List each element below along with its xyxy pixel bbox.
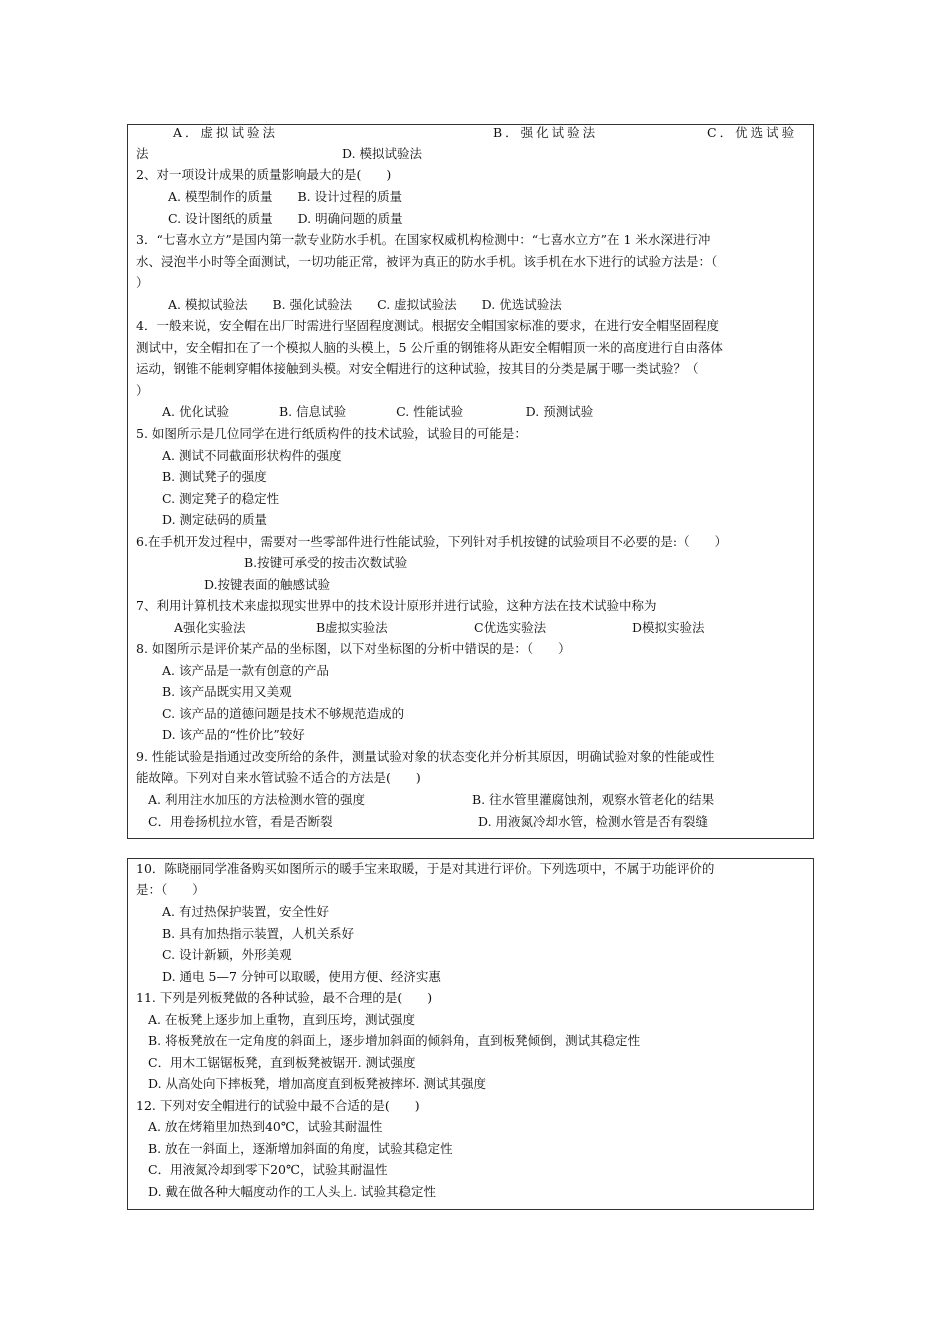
q10-option-c: C. 设计新颖，外形美观	[162, 947, 292, 962]
q4-stem-line4: ）	[136, 383, 149, 398]
q8-option-b: B. 该产品既实用又美观	[162, 684, 292, 699]
q4-stem-line2: 测试中，安全帽扣在了一个模拟人脑的头模上，5 公斤重的钢锥将从距安全帽帽顶一米的高度进行自由落体	[136, 340, 723, 355]
q3-stem-line3: ）	[136, 275, 149, 290]
q7-option-b: B虚拟实验法	[316, 620, 388, 635]
q2-stem: 2、对一项设计成果的质量影响最大的是( )	[136, 167, 392, 182]
q9-option-c: C．用卷扬机拉水管，看是否断裂	[148, 814, 333, 829]
q9-stem-line1: 9. 性能试验是指通过改变所给的条件，测量试验对象的状态变化并分析其原因，明确试验对象的性能或性	[136, 749, 715, 764]
q7-option-d: D模拟实验法	[632, 620, 705, 635]
q6-option-d: D.按键表面的触感试验	[204, 577, 331, 592]
q11-stem: 11. 下列是列板凳做的各种试验，最不合理的是( )	[136, 990, 433, 1005]
q3-stem-line2: 水、浸泡半小时等全面测试，一切功能正常，被评为真正的防水手机。该手机在水下进行的试验方法是：（	[136, 254, 718, 269]
q5-option-b: B. 测试凳子的强度	[162, 469, 267, 484]
q10-option-b: B. 具有加热指示装置，人机关系好	[162, 926, 355, 941]
q10-option-d: D. 通电 5—7 分钟可以取暖，使用方便、经济实惠	[162, 969, 441, 984]
q12-stem: 12. 下列对安全帽进行的试验中最不合适的是( )	[136, 1098, 420, 1113]
q9-option-a: A. 利用注水加压的方法检测水管的强度	[148, 792, 365, 807]
q7-option-c: C优选实验法	[474, 620, 547, 635]
q9-option-d: D. 用液氮冷却水管，检测水管是否有裂缝	[478, 814, 709, 829]
q11-option-b: B. 将板凳放在一定角度的斜面上，逐步增加斜面的倾斜角，直到板凳倾倒，测试其稳定性	[148, 1033, 641, 1048]
q1-option-b: B．强化试验法	[493, 125, 599, 140]
q11-option-d: D. 从高处向下摔板凳，增加高度直到板凳被摔坏. 测试其强度	[148, 1076, 486, 1091]
q8-option-a: A. 该产品是一款有创意的产品	[162, 663, 329, 678]
q1-option-d: D. 模拟试验法	[342, 146, 423, 161]
q8-option-d: D. 该产品的“性价比”较好	[162, 727, 305, 742]
q3-options: A. 模拟试验法 B. 强化试验法 C. 虚拟试验法 D. 优选试验法	[168, 297, 562, 312]
q1-option-c: C．优选试验	[707, 125, 798, 140]
q4-options: A. 优化试验 B. 信息试验 C. 性能试验 D. 预测试验	[162, 404, 594, 419]
q8-stem: 8. 如图所示是评价某产品的坐标图，以下对坐标图的分析中错误的是：（ ）	[136, 641, 571, 656]
q12-option-c: C．用液氮冷却到零下20℃，试验其耐温性	[148, 1162, 388, 1177]
q11-option-a: A. 在板凳上逐步加上重物，直到压垮，测试强度	[148, 1012, 415, 1027]
q2-options-ab: A. 模型制作的质量 B. 设计过程的质量	[168, 189, 403, 204]
q7-stem: 7、利用计算机技术来虚拟现实世界中的技术设计原形并进行试验，这种方法在技术试验中称为	[136, 598, 657, 613]
q6-option-b: B.按键可承受的按击次数试验	[244, 555, 408, 570]
q8-option-c: C. 该产品的道德问题是技术不够规范造成的	[162, 706, 405, 721]
q5-option-a: A. 测试不同截面形状构件的强度	[162, 448, 342, 463]
q3-stem-line1: 3．“七喜水立方”是国内第一款专业防水手机。在国家权威机构检测中：“七喜水立方”在 1 米水深进行冲	[136, 232, 711, 247]
q12-option-a: A. 放在烤箱里加热到40℃，试验其耐温性	[148, 1119, 383, 1134]
q11-option-c: C．用木工锯锯板凳，直到板凳被锯开. 测试强度	[148, 1055, 416, 1070]
q4-stem-line3: 运动，钢锥不能刺穿帽体接触到头模。对安全帽进行的这种试验，按其目的分类是属于哪一类试验？（	[136, 361, 699, 376]
q5-option-d: D. 测定砝码的质量	[162, 512, 268, 527]
q12-option-d: D. 戴在做各种大幅度动作的工人头上. 试验其稳定性	[148, 1184, 436, 1199]
q10-stem-line1: 10．陈晓丽同学准备购买如图所示的暖手宝来取暖，于是对其进行评价。下列选项中，不属于功能评价的	[136, 861, 715, 876]
q1-option-a: A．虚拟试验法	[173, 125, 279, 140]
q5-option-c: C. 测定凳子的稳定性	[162, 491, 280, 506]
q5-stem: 5. 如图所示是几位同学在进行纸质构件的技术试验，试验目的可能是：	[136, 426, 527, 441]
q10-option-a: A. 有过热保护装置，安全性好	[162, 904, 329, 919]
q2-options-cd: C. 设计图纸的质量 D. 明确问题的质量	[168, 211, 403, 226]
q12-option-b: B. 放在一斜面上，逐渐增加斜面的角度，试验其稳定性	[148, 1141, 453, 1156]
q7-option-a: A强化实验法	[174, 620, 246, 635]
q9-option-b: B. 往水管里灌腐蚀剂，观察水管老化的结果	[472, 792, 715, 807]
q4-stem-line1: 4．一般来说，安全帽在出厂时需进行坚固程度测试。根据安全帽国家标准的要求，在进行安全帽坚固程度	[136, 318, 719, 333]
q10-stem-line2: 是：（ ）	[136, 882, 205, 897]
q1-option-c-cont: 法	[136, 146, 149, 161]
q6-stem: 6.在手机开发过程中，需要对一些零部件进行性能试验，下列针对手机按键的试验项目不必要的是:（ ）	[136, 534, 728, 549]
q9-stem-line2: 能故障。下列对自来水管试验不适合的方法是( )	[136, 770, 421, 785]
